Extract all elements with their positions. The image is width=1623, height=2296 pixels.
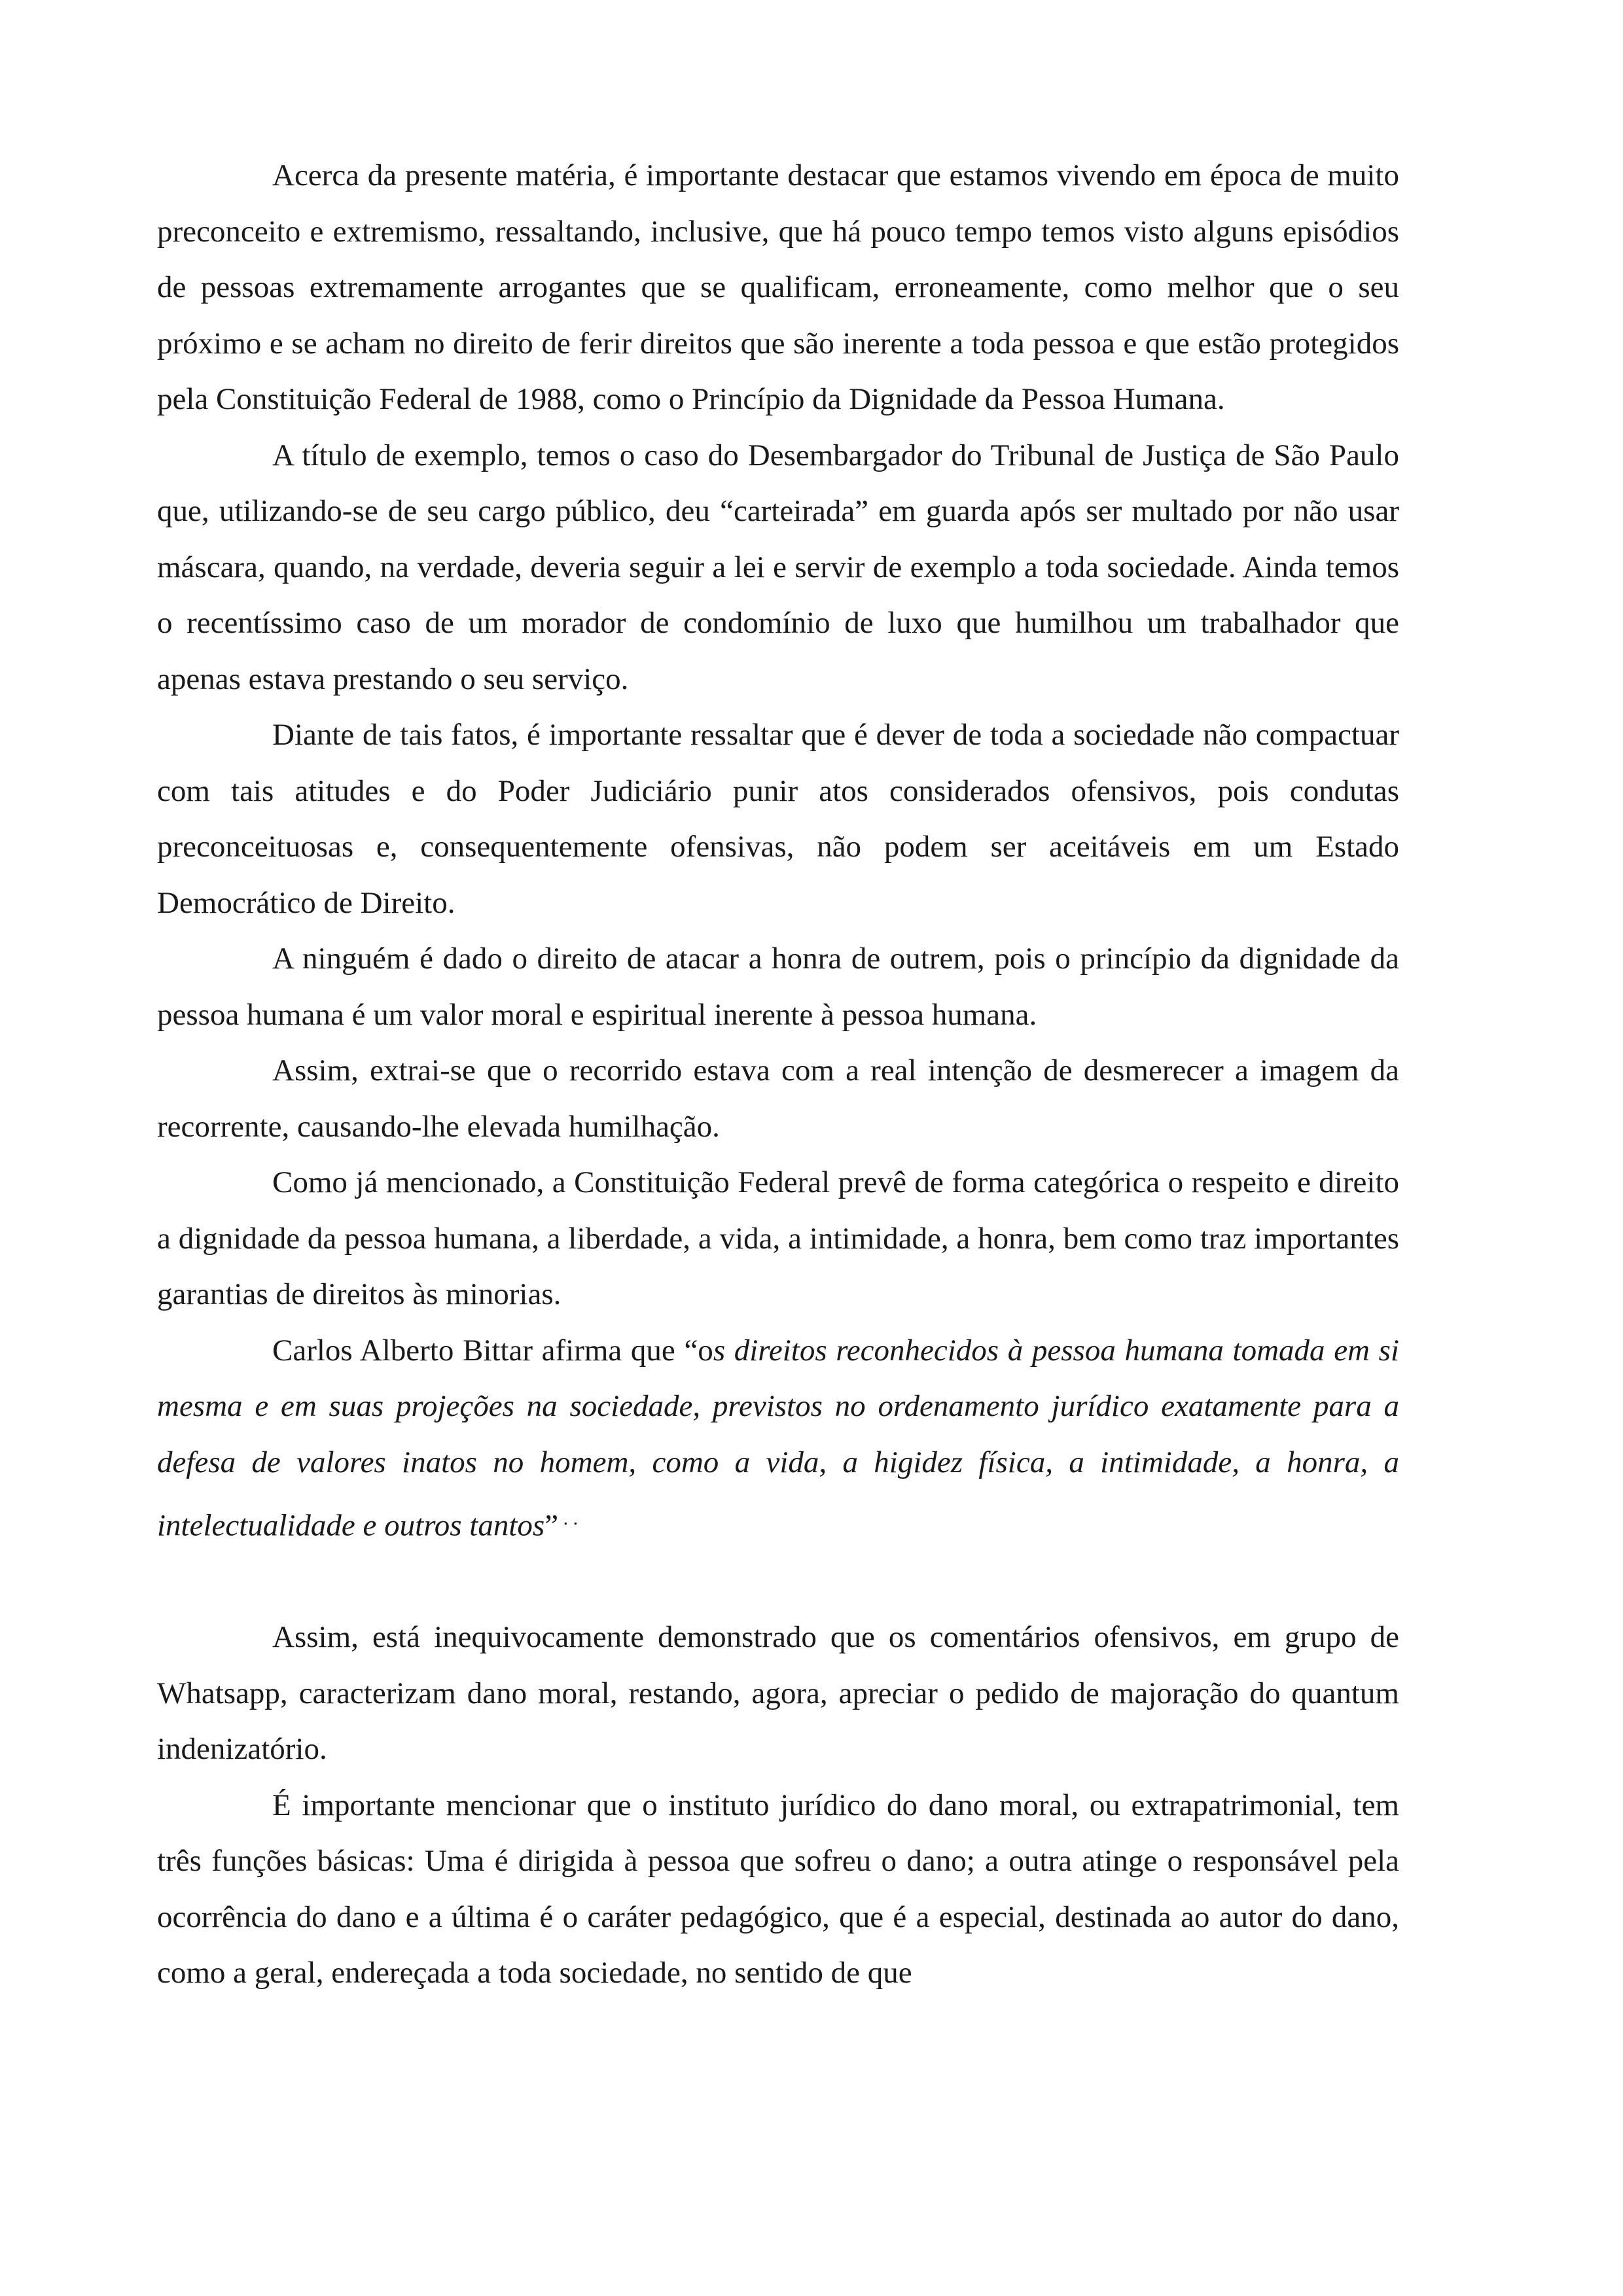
paragraph-moral-damage: É importante mencionar que o instituto jurídico do dano moral, ou extrapatrimonial, tem três funções básicas: Uma é dirigida à pessoa que sofreu o dano; a outra atinge o responsável pela ocorrência do dano e a última é o caráter pedagógico, que é a especial, destinada ao autor do dano, como a geral, endereçada a toda sociedade, no sentido de que (157, 1788, 1399, 1990)
paragraph-constitution: Como já mencionado, a Constituição Federal prevê de forma categórica o respeito e direito a dignidade da pessoa humana, a liberdade, a vida, a intimidade, a honra, bem como traz importantes garantias de direitos às minorias. (157, 1165, 1399, 1311)
paragraph-context: Acerca da presente matéria, é importante destacar que estamos vivendo em época de muito preconceito e extremismo, ressaltando, inclusive, que há pouco tempo temos visto alguns episódios de pessoas extremamente arrogantes que se qualificam, erroneamente, como melhor que o seu próximo e se acham no direito de ferir direitos que são inerente a toda pessoa e que estão protegidos pela Constituição Federal de 1988, como o Princípio da Dignidade da Pessoa Humana. (157, 158, 1399, 416)
quote-close: ” (544, 1508, 559, 1543)
paragraph-honor: A ninguém é dado o direito de atacar a honra de outrem, pois o princípio da dignidade da pessoa humana é um valor moral e espiritual inerente à pessoa humana. (157, 942, 1399, 1032)
paragraph-intent: Assim, extrai-se que o recorrido estava com a real intenção de desmerecer a imagem da recorrente, causando-lhe elevada humilhação. (157, 1053, 1399, 1144)
blank-line-spacer (157, 1554, 1399, 1610)
document-body (157, 148, 1399, 2002)
paragraph-conclusion: Assim, está inequivocamente demonstrado que os comentários ofensivos, em grupo de Whatsapp, caracterizam dano moral, restando, agora, apreciar o pedido de majoração do quantum indenizatório. (157, 1620, 1399, 1767)
quote-lead: Carlos Alberto Bittar afirma que “o (272, 1333, 713, 1368)
quote-italic-text: s direitos reconhecidos à pessoa humana tomada em si mesma e em suas projeções na sociedade, previstos no ordenamento jurídico exatamente para a defesa de valores inatos no homem, como a vida, a higidez física, a intimidade, a honra, a intelectualidade e outros tantos (157, 1333, 1399, 1543)
quote-footnote-marker: . . (558, 1508, 579, 1529)
paragraph-example: A título de exemplo, temos o caso do Desembargador do Tribunal de Justiça de São Paulo que, utilizando-se de seu cargo público, deu “carteirada” em guarda após ser multado por não usar máscara, quando, na verdade, deveria seguir a lei e servir de exemplo a toda sociedade. Ainda temos o recentíssimo caso de um morador de condomínio de luxo que humilhou um trabalhador que apenas estava prestando o seu serviço. (157, 438, 1399, 696)
paragraph-quote (157, 1323, 1399, 1555)
paragraph-duty: Diante de tais fatos, é importante ressaltar que é dever de toda a sociedade não compactuar com tais atitudes e do Poder Judiciário punir atos considerados ofensivos, pois condutas preconceituosas e, consequentemente ofensivas, não podem ser aceitáveis em um Estado Democrático de Direito. (157, 718, 1399, 920)
